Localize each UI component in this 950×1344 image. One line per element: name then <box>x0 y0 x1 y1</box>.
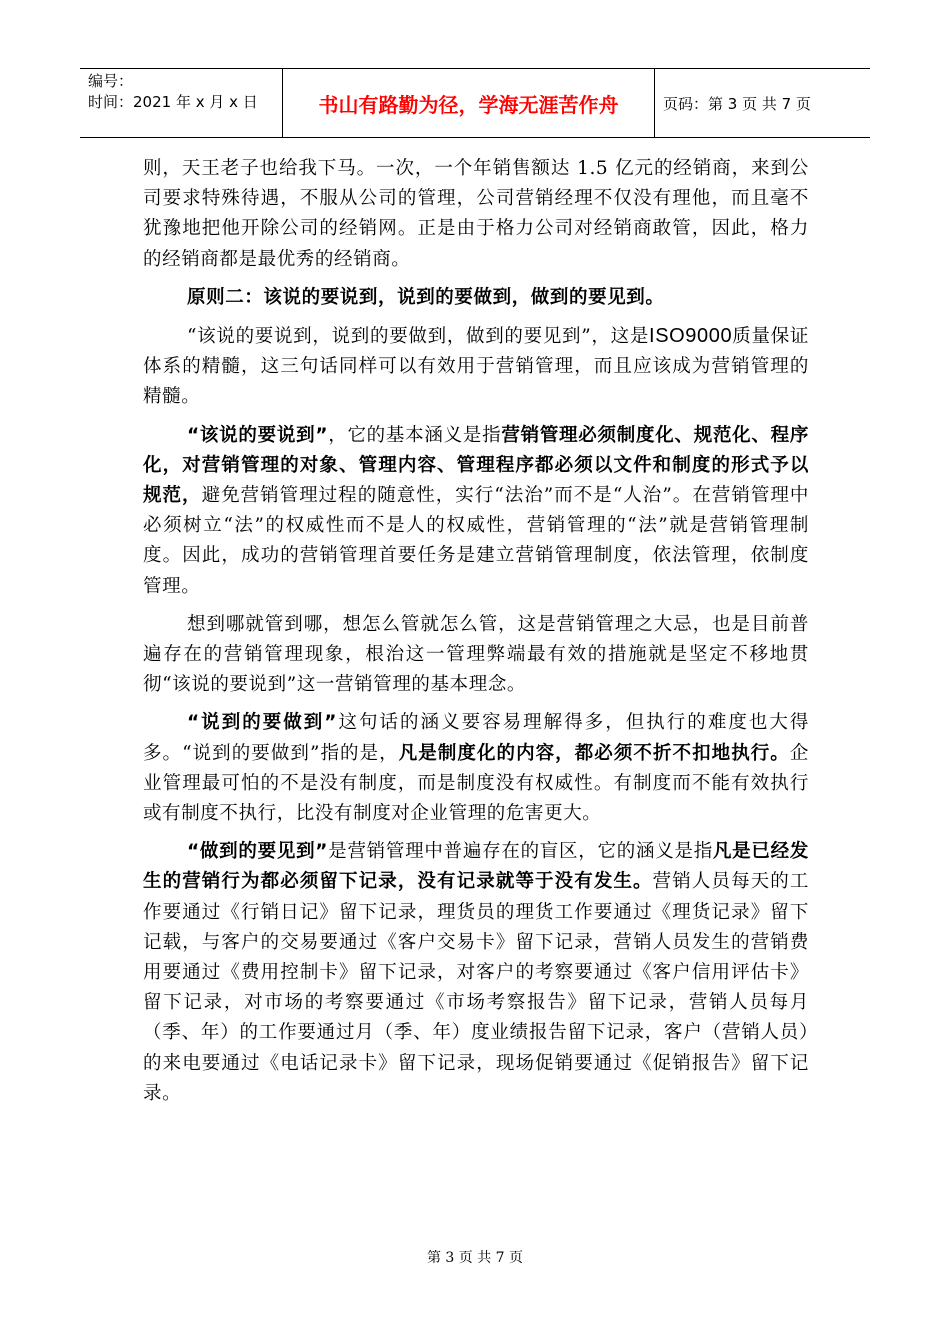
body-text <box>143 154 809 1117</box>
say-do-text-2: 企业管理最可怕的不是没有制度，而是制度没有权威性。有制度而不能有效执行或有制度不执行，比没有制度对企业管理的危害更大。 <box>143 742 809 825</box>
do-see-emphasis: 凡是已经发生的营销行为都必须留下记录，没有记录就等于没有发生。 <box>143 841 809 893</box>
paragraph-iso-text-a: “该说的要说到，说到的要做到，做到的要见到”，这是 <box>187 326 650 348</box>
paragraph-1: 则，天王老子也给我下马。一次，一个年销售额达 1.5 亿元的经销商，来到公司要求特殊待遇，不服从公司的管理，公司营销经理不仅没有理他，而且毫不犹豫地把他开除公司的经销网。正是由于格力公司对经销商敢管，因此，格力的经销商都是最优秀的经销商。 <box>143 158 809 270</box>
paragraph-management-taboo: 想到哪就管到哪，想怎么管就怎么管，这是营销管理之大忌，也是目前普遍存在的营销管理现象，根治这一管理弊端最有效的措施就是坚定不移地贯彻“该说的要说到”这一营销管理的基本理念。 <box>143 613 809 696</box>
document-date-label: 时间：2021 年 x 月 x 日 <box>88 93 258 111</box>
page-footer: 第 3 页 共 7 页 <box>426 1250 524 1266</box>
principle-two-heading <box>143 283 809 313</box>
say-do-emphasis: 凡是制度化的内容，都必须不折不扣地执行。 <box>398 742 790 764</box>
say-do-title: “说到的要做到” <box>187 712 338 734</box>
paragraph-say-do <box>143 708 809 829</box>
paragraph-iso-text-b: 质量保证体系的精髓，这三句话同样可以有效用于营销管理，而且应该成为营销管理的精髓。 <box>143 326 810 408</box>
paragraph-do-see <box>143 837 809 1109</box>
paragraph-iso <box>143 321 809 413</box>
do-see-text-2: 营销人员每天的工作要通过《行销日记》留下记录，理货员的理货工作要通过《理货记录》留下记载，与客户的交易要通过《客户交易卡》留下记录，营销人员发生的营销费用要通过《费用控制卡》留下记录，对客户的考察要通过《客户信用评估卡》留下记录，对市场的考察要通过《市场考察报告》留下记录，营销人员每月（季、年）的工作要通过月（季、年）度业绩报告留下记录，客户（营销人员）的来电要通过《电话记录卡》留下记录，现场促销要通过《促销报告》留下记录。 <box>143 871 809 1104</box>
do-see-text-1: 是营销管理中普遍存在的盲区，它的涵义是指 <box>328 841 713 863</box>
do-see-title: “做到的要见到” <box>187 841 329 863</box>
header-page-number: 页码：第 3 页 共 7 页 <box>663 94 811 113</box>
document-number-label: 编号： <box>88 72 134 90</box>
say-do-text-1: 这句话的涵义要容易理解得多，但执行的难度也大得多。“说到的要做到”指的是， <box>143 712 809 764</box>
should-say-text-1: ，它的基本涵义是指 <box>328 424 502 446</box>
principle-two-title: 原则二：该说的要说到，说到的要做到，做到的要见到。 <box>187 286 665 308</box>
should-say-emphasis: 营销管理必须制度化、规范化、程序化，对营销管理的对象、管理内容、管理程序都必须以文件和制度的形式予以规范， <box>143 424 809 507</box>
should-say-text-2: 避免营销管理过程的随意性，实行“法治”而不是“人治”。在营销管理中必须树立“法”的权威性而不是人的权威性，营销管理的“法”就是营销管理制度。因此，成功的营销管理首要任务是建立营销管理制度，依法管理，依制度管理。 <box>143 485 809 597</box>
page-header <box>80 68 870 138</box>
header-meta <box>80 69 282 137</box>
should-say-title: “该说的要说到” <box>187 424 329 446</box>
header-motto: 书山有路勤为径，学海无涯苦作舟 <box>282 69 655 137</box>
paragraph-should-say <box>143 421 809 602</box>
iso-code: ISO9000 <box>649 325 733 348</box>
